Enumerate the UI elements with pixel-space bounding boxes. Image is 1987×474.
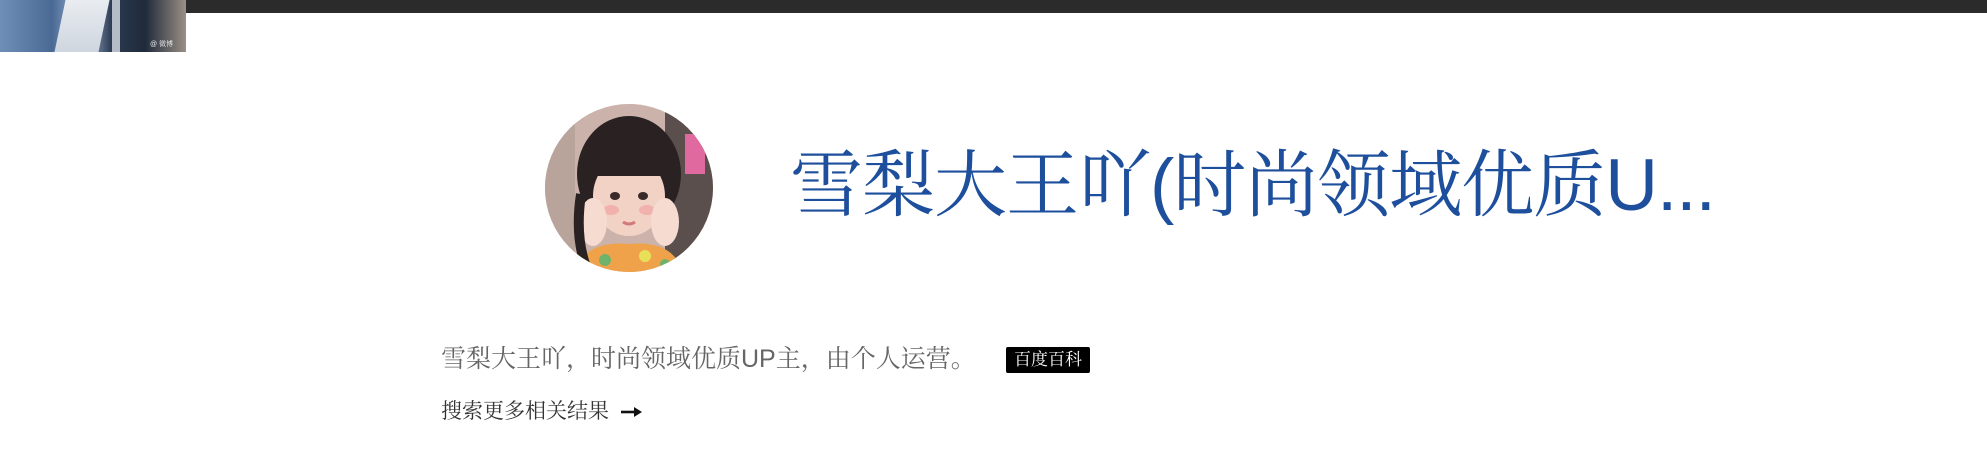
result-summary: 雪梨大王吖，时尚领域优质UP主，由个人运营。 bbox=[441, 345, 976, 373]
thumbnail-strap bbox=[112, 0, 120, 52]
thumbnail-watermark: @ 微博 bbox=[150, 41, 174, 48]
more-results-label: 搜索更多相关结果 bbox=[441, 400, 609, 423]
source-badge[interactable]: 百度百科 bbox=[1006, 347, 1090, 373]
thumbnail-image[interactable] bbox=[0, 0, 186, 52]
result-title-link[interactable]: 雪梨大王吖(时尚领域优质U... bbox=[790, 145, 1715, 226]
avatar-photo bbox=[545, 104, 713, 272]
more-results-link[interactable] bbox=[441, 396, 643, 428]
top-bar bbox=[0, 0, 1987, 13]
avatar[interactable] bbox=[545, 104, 713, 272]
arrow-right-icon bbox=[621, 406, 643, 418]
thumbnail-collar bbox=[54, 0, 109, 52]
